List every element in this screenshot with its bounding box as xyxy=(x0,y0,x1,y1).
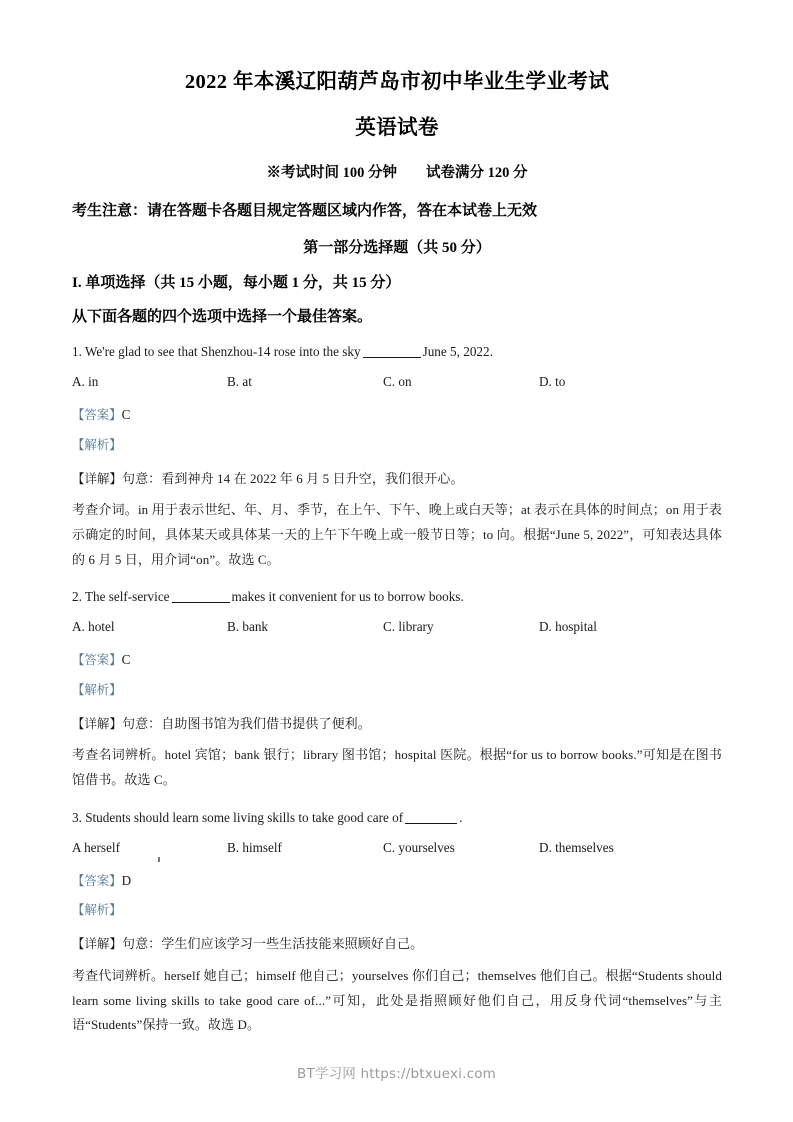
detail-marker: 【详解】 xyxy=(72,715,122,731)
section-instruction: 从下面各题的四个选项中选择一个最佳答案。 xyxy=(72,308,373,325)
option-c[interactable]: C. yourselves xyxy=(383,839,455,855)
option-row xyxy=(72,840,722,860)
exam-meta: ※考试时间 100 分钟 试卷满分 120 分 xyxy=(266,165,528,182)
option-c[interactable]: C. library xyxy=(383,619,434,635)
option-d[interactable]: D. themselves xyxy=(539,839,614,855)
answer-marker: 【答案】 xyxy=(72,872,122,888)
detail-paragraph xyxy=(72,919,722,957)
option-row xyxy=(72,619,722,639)
question-block xyxy=(72,572,722,793)
detail-paragraph xyxy=(72,454,722,492)
detail-text: 句意：学生们应该学习一些生活技能来照顾好自己。 xyxy=(121,936,424,952)
part-title: 第一部分选择题（共 50 分） xyxy=(303,239,491,256)
question-number: 1. xyxy=(72,344,82,360)
answer-value: C xyxy=(121,406,131,422)
analysis-marker: 【解析】 xyxy=(72,902,122,918)
answer-line xyxy=(72,860,722,890)
detail-text: 句意：看到神舟 14 在 2022 年 6 月 5 日升空，我们很开心。 xyxy=(121,470,464,486)
page-title: 2022 年本溪辽阳葫芦岛市初中毕业生学业考试 xyxy=(184,71,610,93)
footer-watermark: BT学习网 https://btxuexi.com xyxy=(296,1066,497,1082)
analysis-line xyxy=(72,424,722,454)
explanation-paragraph: 考查名词辨析。hotel 宾馆；bank 银行；library 图书馆；hospital 医院。根据“for us to borrow books.”可知是在图书馆借书。故选 C。 xyxy=(72,747,722,788)
analysis-marker: 【解析】 xyxy=(72,436,122,452)
answer-blank xyxy=(172,602,230,603)
option-c[interactable]: C. on xyxy=(383,373,412,389)
option-d[interactable]: D. to xyxy=(539,373,566,389)
detail-marker: 【详解】 xyxy=(72,470,122,486)
document-content xyxy=(72,0,722,1038)
detail-text: 句意：自助图书馆为我们借书提供了便利。 xyxy=(121,715,371,731)
option-d[interactable]: D. hospital xyxy=(539,619,597,635)
question-block xyxy=(72,793,722,1038)
analysis-line xyxy=(72,889,722,919)
question-text-before: The self-service xyxy=(84,589,170,605)
question-stem xyxy=(72,588,722,606)
answer-value: D xyxy=(121,872,132,888)
answer-marker: 【答案】 xyxy=(72,652,122,668)
question-number: 3. xyxy=(72,809,82,825)
answer-value: C xyxy=(121,652,131,668)
question-block xyxy=(72,327,722,572)
option-a[interactable]: A. hotel xyxy=(72,619,115,635)
option-row xyxy=(72,374,722,394)
detail-paragraph xyxy=(72,699,722,737)
question-text-after: June 5, 2022. xyxy=(422,344,493,360)
page-subtitle: 英语试卷 xyxy=(355,116,439,139)
answer-blank xyxy=(405,823,457,824)
answer-line xyxy=(72,639,722,669)
candidate-notice: 考生注意：请在答题卡各题目规定答题区域内作答，答在本试卷上无效 xyxy=(72,203,538,220)
question-stem xyxy=(72,343,722,361)
stray-ink-mark xyxy=(158,857,160,862)
section-title: I. 单项选择（共 15 小题，每小题 1 分，共 15 分） xyxy=(72,275,401,292)
option-a[interactable]: A herself xyxy=(72,839,120,855)
question-text-after: . xyxy=(459,809,463,825)
answer-line xyxy=(72,394,722,424)
question-text-before: Students should learn some living skills to take good care of xyxy=(85,809,404,825)
answer-blank xyxy=(363,357,421,358)
option-b[interactable]: B. bank xyxy=(227,619,269,635)
explanation-paragraph: 考查介词。in 用于表示世纪、年、月、季节，在上午、下午、晚上或白天等；at 表示在具体的时间点；on 用于表示确定的时间，具体某天或具体某一天的上午下午晚上或一般节日等；to 向。根据“June 5, 2022”，可知表达具体的 6 月 5 日，用介词“on”。故选 C。 xyxy=(72,502,722,567)
answer-marker: 【答案】 xyxy=(72,406,122,422)
question-stem xyxy=(72,809,722,827)
detail-marker: 【详解】 xyxy=(72,936,122,952)
analysis-marker: 【解析】 xyxy=(72,681,122,697)
question-text-before: We're glad to see that Shenzhou-14 rose into the sky xyxy=(84,344,361,360)
option-b[interactable]: B. at xyxy=(227,373,252,389)
question-number: 2. xyxy=(72,589,82,605)
analysis-line xyxy=(72,669,722,699)
question-text-after: makes it convenient for us to borrow books. xyxy=(231,589,464,605)
option-b[interactable]: B. himself xyxy=(227,839,282,855)
explanation-paragraph: 考查代词辨析。herself 她自己；himself 他自己；yourselves 你们自己；themselves 他们自己。根据“Students should learn some living skills to take good care of...”可知，此处是指照顾好他们自己，用反身代词“themselves”与主语“Students”保持一致。故选 D。 xyxy=(72,967,722,1033)
option-a[interactable]: A. in xyxy=(72,373,99,389)
